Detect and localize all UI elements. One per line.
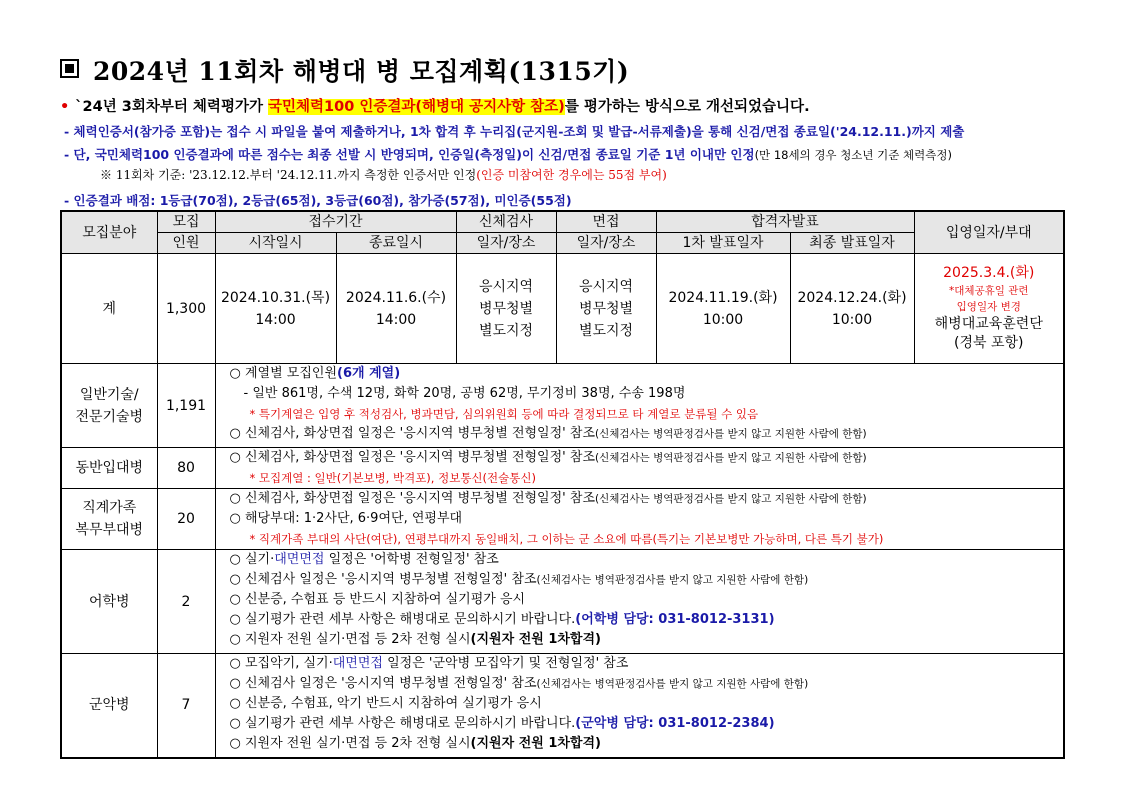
general-category — [61, 364, 157, 448]
general-row — [61, 364, 1064, 448]
page-title — [60, 52, 629, 88]
apply-start-date: 2024.10.31.(목) — [220, 289, 331, 306]
buddy-quota: 80 — [157, 448, 215, 489]
band-line-5-bold: (지원자 전원 1차합격) — [470, 736, 601, 751]
total-row — [61, 254, 1064, 364]
recruitment-table — [60, 210, 1065, 759]
bullet-dot-icon: • — [60, 99, 70, 115]
band-line-4 — [230, 714, 1064, 734]
final-announce-cell — [790, 254, 914, 364]
header-row-1 — [61, 211, 1064, 233]
notice-line-4 — [100, 166, 667, 183]
first-announce-date: 2024.11.19.(화) — [668, 289, 778, 306]
notice-line-3-text: - 단, 국민체력100 인증결과에 따른 점수는 최종 선발 시 반영되며, 인증일(측정일)이 신검/면접 종료일 기준 1년 이내만 인정 — [64, 147, 755, 162]
notice-line-3 — [64, 145, 952, 163]
general-quota: 1,191 — [157, 364, 215, 448]
header-category: 모집분야 — [61, 211, 157, 254]
general-line-3: * 특기계열은 입영 후 적성검사, 병과면담, 심의위원회 등에 따라 결정되므로 타 계열로 분류될 수 있음 — [249, 407, 759, 421]
header-apply-end: 종료일시 — [336, 233, 456, 254]
band-details — [215, 654, 1064, 758]
apply-start-cell — [215, 254, 336, 364]
band-line-3: ○ 신분증, 수험표, 악기 반드시 지참하여 실기평가 응시 — [229, 696, 542, 711]
language-line-1-tail: 일정은 '어학병 전형일정' 참조 — [324, 552, 499, 567]
notice-line-5: - 인증결과 배점: 1등급(70점), 2등급(65점), 3등급(60점), 참가증(57점), 미인증(55점) — [64, 193, 572, 208]
family-category-line: 직계가족 — [82, 500, 137, 516]
total-quota: 1,300 — [157, 254, 215, 364]
notice-line-2: - 체력인증서(참가증 포함)는 접수 시 파일을 붙여 제출하거나, 1차 합격 후 누리집(군지원-조회 및 발급-서류제출)을 통해 신검/면접 종료일('24.12.11.)까지 제출 — [64, 124, 965, 139]
enlist-note-2: 입영일자 변경 — [956, 301, 1021, 313]
header-row-2 — [61, 233, 1064, 254]
general-category-line: 일반기술/ — [79, 386, 139, 403]
header-apply-period: 접수기간 — [215, 211, 456, 233]
buddy-row — [61, 448, 1064, 489]
notice-line-4-text: ※ 11회차 기준: '23.12.12.부터 '24.12.11.까지 측정한 인증서만 인정 — [100, 168, 477, 182]
header-announce-1st: 1차 발표일자 — [656, 233, 790, 254]
general-line-2: - 일반 861명, 수색 12명, 화학 20명, 공병 62명, 무기정비 38명, 수송 198명 — [243, 386, 686, 401]
notice-line-1-text: `24년 3회차부터 체력평가가 — [75, 99, 269, 115]
family-category — [61, 489, 157, 550]
family-row — [61, 489, 1064, 550]
language-line-4-text: ○ 실기평가 관련 세부 사항은 해병대로 문의하시기 바랍니다. — [229, 612, 576, 627]
family-quota: 20 — [157, 489, 215, 550]
interview-line: 별도지정 — [578, 322, 634, 339]
band-line-5-text: ○ 지원자 전원 실기·면접 등 2차 전형 실시 — [229, 736, 471, 751]
general-line-4-text: ○ 신체검사, 화상면접 일정은 '응시지역 병무청별 전형일정' 참조 — [229, 426, 595, 441]
enlist-cell — [914, 254, 1064, 364]
apply-end-cell — [336, 254, 456, 364]
language-contact: (어학병 담당: 031-8012-3131) — [575, 612, 775, 627]
notice-line-1-tail: 를 평가하는 방식으로 개선되었습니다. — [564, 99, 810, 115]
physical-line: 병무청별 — [478, 300, 534, 317]
buddy-line-1 — [230, 448, 1064, 468]
general-category-line: 전문기술병 — [75, 408, 144, 425]
general-line-4 — [230, 424, 1064, 444]
family-category-line: 복무부대병 — [75, 522, 144, 538]
band-quota: 7 — [157, 654, 215, 758]
buddy-line-1-text: ○ 신체검사, 화상면접 일정은 '응시지역 병무청별 전형일정' 참조 — [229, 450, 595, 465]
notice-line-4-red: (인증 미참여한 경우에는 55점 부여) — [476, 168, 667, 182]
band-line-4-text: ○ 실기평가 관련 세부 사항은 해병대로 문의하시기 바랍니다. — [229, 716, 576, 731]
interview-cell — [556, 254, 656, 364]
band-line-2-small: (신체검사는 병역판정검사를 받지 않고 지원한 사람에 한함) — [536, 678, 809, 690]
band-category: 군악병 — [61, 654, 157, 758]
language-line-2-text: ○ 신체검사 일정은 '응시지역 병무청별 전형일정' 참조 — [229, 572, 537, 587]
enlist-location: (경북 포항) — [954, 335, 1024, 351]
band-line-1-blue: 대면면접 — [332, 656, 383, 671]
band-line-2-text: ○ 신체검사 일정은 '응시지역 병무청별 전형일정' 참조 — [229, 676, 537, 691]
language-quota: 2 — [157, 550, 215, 654]
language-line-5-text: ○ 지원자 전원 실기·면접 등 2차 전형 실시 — [229, 632, 471, 647]
family-line-1 — [230, 489, 1064, 509]
family-details — [215, 489, 1064, 550]
header-enlist: 입영일자/부대 — [914, 211, 1064, 254]
band-line-1-text: ○ 모집악기, 실기· — [229, 656, 333, 671]
general-line-1-text: ○ 계열별 모집인원 — [229, 366, 338, 381]
header-quota-1: 모집 — [157, 211, 215, 233]
header-interview-2: 일자/장소 — [556, 233, 656, 254]
highlighted-text: 국민체력100 인증결과(해병대 공지사항 참조) — [268, 99, 565, 115]
physical-cell — [456, 254, 556, 364]
enlist-note-1: *대체공휴일 관련 — [948, 285, 1029, 297]
header-announce-final: 최종 발표일자 — [790, 233, 914, 254]
language-line-1-text: ○ 실기· — [229, 552, 275, 567]
header-announce: 합격자발표 — [656, 211, 914, 233]
band-row — [61, 654, 1064, 758]
band-line-2 — [230, 674, 1064, 694]
language-line-1 — [230, 550, 1064, 570]
language-line-2-small: (신체검사는 병역판정검사를 받지 않고 지원한 사람에 한함) — [536, 574, 809, 586]
family-line-2: ○ 해당부대: 1·2사단, 6·9여단, 연평부대 — [229, 511, 463, 526]
language-line-5 — [230, 630, 1064, 650]
family-line-1-small: (신체검사는 병역판정검사를 받지 않고 지원한 사람에 한함) — [595, 493, 867, 505]
general-line-4-small: (신체검사는 병역판정검사를 받지 않고 지원한 사람에 한함) — [595, 428, 867, 440]
band-line-5 — [230, 734, 1064, 754]
language-line-2 — [230, 570, 1064, 590]
family-line-1-text: ○ 신체검사, 화상면접 일정은 '응시지역 병무청별 전형일정' 참조 — [229, 491, 595, 506]
language-line-1-blue: 대면면접 — [274, 552, 325, 567]
family-line-3: * 직계가족 부대의 사단(여단), 연평부대까지 동일배치, 그 이하는 군 소요에 따름(특기는 기본보병만 가능하며, 다른 특기 불가) — [249, 532, 884, 546]
band-contact: (군악병 담당: 031-8012-2384) — [575, 716, 775, 731]
band-line-1-tail: 일정은 '군악병 모집악기 및 전형일정' 참조 — [382, 656, 629, 671]
header-physical-2: 일자/장소 — [456, 233, 556, 254]
physical-line: 별도지정 — [478, 322, 534, 339]
buddy-line-2: * 모집계열 : 일반(기본보병, 박격포), 정보통신(전술통신) — [249, 471, 536, 485]
buddy-details — [215, 448, 1064, 489]
enlist-unit: 해병대교육훈련단 — [934, 316, 1043, 332]
header-interview-1: 면접 — [556, 211, 656, 233]
language-category: 어학병 — [61, 550, 157, 654]
language-row — [61, 550, 1064, 654]
language-line-5-bold: (지원자 전원 1차합격) — [470, 632, 601, 647]
physical-line: 응시지역 — [478, 278, 534, 295]
interview-line: 응시지역 — [578, 278, 634, 295]
header-physical-1: 신체검사 — [456, 211, 556, 233]
interview-line: 병무청별 — [578, 300, 634, 317]
apply-start-time: 14:00 — [255, 311, 296, 328]
language-details — [215, 550, 1064, 654]
buddy-category: 동반입대병 — [61, 448, 157, 489]
first-announce-time: 10:00 — [702, 311, 744, 328]
notice-line-3-tail: (만 18세의 경우 청소년 기준 체력측정) — [754, 148, 952, 162]
general-details — [215, 364, 1064, 448]
language-line-4 — [230, 610, 1064, 630]
first-announce-cell — [656, 254, 790, 364]
black-square-icon — [60, 59, 79, 78]
total-category: 계 — [61, 254, 157, 364]
apply-end-time: 14:00 — [375, 311, 417, 328]
final-announce-time: 10:00 — [831, 311, 873, 328]
final-announce-date: 2024.12.24.(화) — [797, 289, 907, 306]
header-quota-2: 인원 — [157, 233, 215, 254]
header-apply-start: 시작일시 — [215, 233, 336, 254]
enlist-date: 2025.3.4.(화) — [943, 265, 1035, 281]
language-line-3: ○ 신분증, 수험표 등 반드시 지참하여 실기평가 응시 — [229, 592, 526, 607]
general-line-1 — [230, 364, 1064, 384]
page-title-text: 2024년 11회차 해병대 병 모집계획(1315기) — [93, 57, 630, 86]
general-line-1-blue: (6개 계열) — [337, 366, 401, 381]
buddy-line-1-small: (신체검사는 병역판정검사를 받지 않고 지원한 사람에 한함) — [595, 452, 867, 464]
notice-line-1 — [60, 95, 810, 116]
band-line-1 — [230, 654, 1064, 674]
apply-end-date: 2024.11.6.(수) — [345, 289, 447, 306]
